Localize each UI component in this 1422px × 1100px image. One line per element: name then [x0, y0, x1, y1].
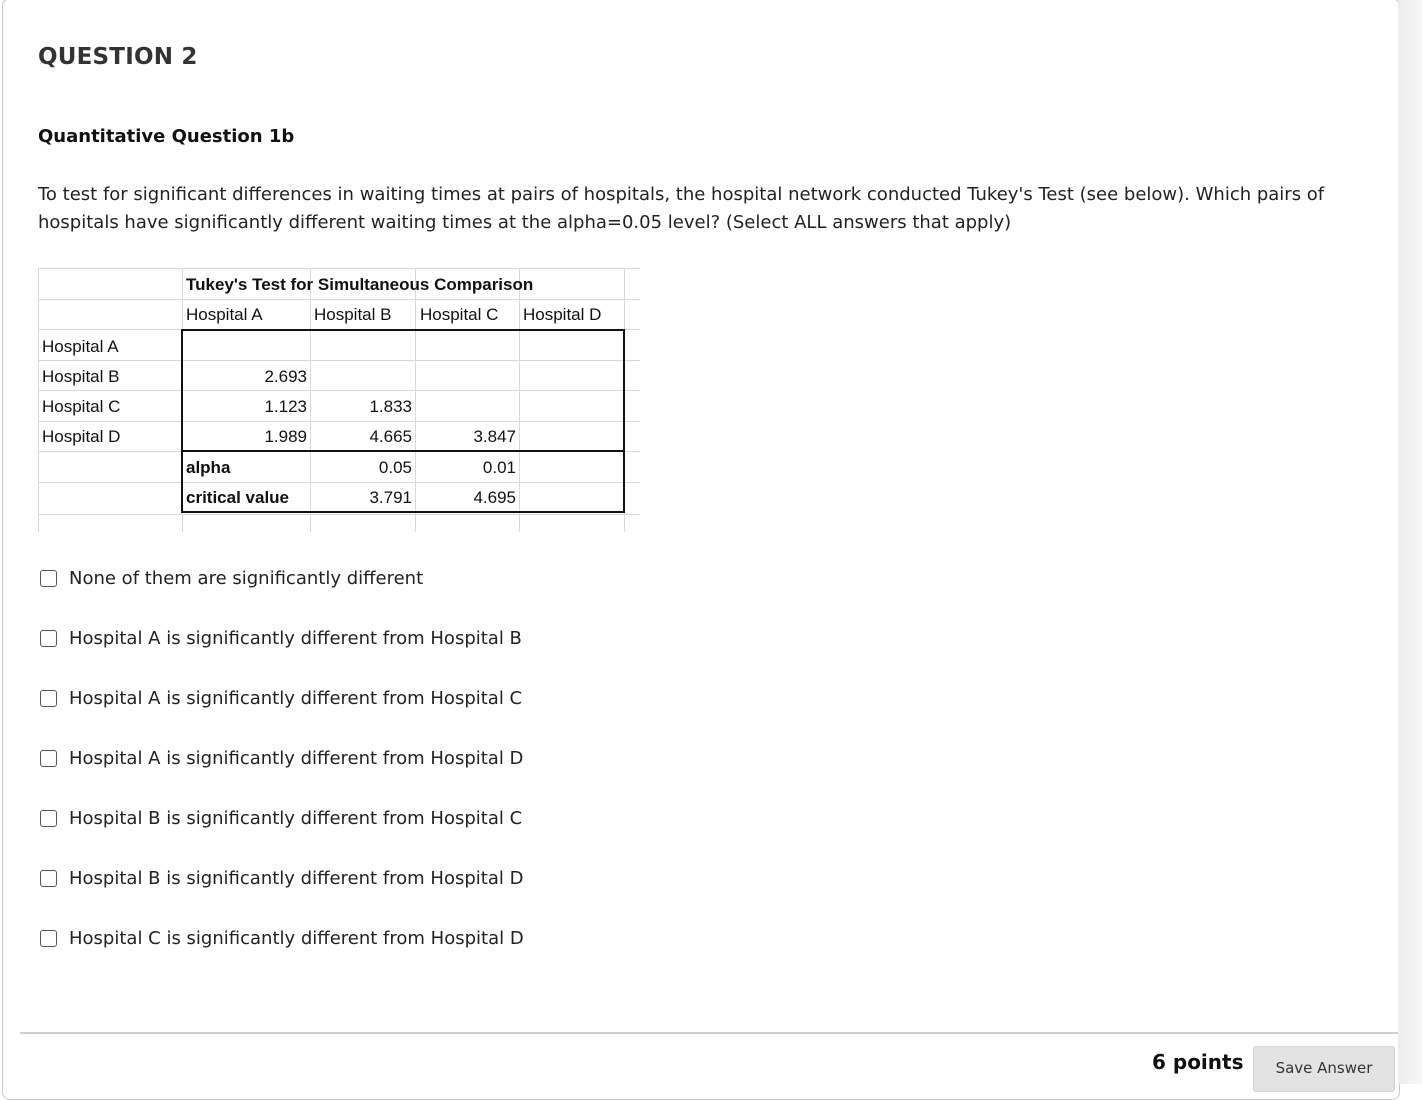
critical-value-label: critical value [186, 488, 290, 507]
option-none[interactable] [40, 560, 423, 596]
save-answer-button[interactable]: Save Answer [1253, 1046, 1395, 1092]
question-subtitle: Quantitative Question 1b [38, 126, 295, 147]
row-header-hospital-d: Hospital D [42, 427, 121, 446]
row-header-hospital-b: Hospital B [42, 367, 120, 386]
row-header-hospital-a: Hospital A [42, 337, 119, 356]
alpha-value-1: 0.05 [378, 458, 412, 477]
option-label: Hospital A is significantly different from Hospital D [69, 747, 524, 769]
scrollbar-gutter [1398, 0, 1422, 1084]
checkbox[interactable] [40, 750, 57, 767]
col-header-hospital-d: Hospital D [523, 305, 602, 324]
critical-value-2: 4.695 [473, 488, 516, 507]
cell-c-a: 1.123 [264, 397, 307, 416]
alpha-label: alpha [186, 458, 231, 477]
footer-divider [20, 1032, 1398, 1034]
col-header-hospital-a: Hospital A [186, 305, 263, 324]
checkbox[interactable] [40, 570, 57, 587]
option-label: Hospital C is significantly different from Hospital D [69, 927, 524, 949]
option-c-vs-d[interactable] [40, 920, 524, 956]
col-header-hospital-c: Hospital C [420, 305, 499, 324]
option-b-vs-d[interactable] [40, 860, 523, 896]
cell-c-b: 1.833 [369, 397, 412, 416]
option-label: Hospital B is significantly different from Hospital C [69, 807, 523, 829]
question-text: To test for significant differences in waiting times at pairs of hospitals, the hospital network conducted Tukey's Test (see below). Which pairs of hospitals have significantly different waiting times at the alpha=0.05 level? (Select ALL answers that apply) [38, 184, 1325, 233]
checkbox[interactable] [40, 810, 57, 827]
option-label: None of them are significantly different [69, 567, 424, 589]
option-label: Hospital A is significantly different from Hospital C [69, 687, 523, 709]
option-label: Hospital B is significantly different from Hospital D [69, 867, 524, 889]
tukey-table-image [38, 268, 640, 532]
cell-b-a: 2.693 [264, 367, 307, 386]
cell-d-a: 1.989 [264, 427, 307, 446]
option-a-vs-c[interactable] [40, 680, 522, 716]
question-heading: QUESTION 2 [38, 44, 198, 70]
table-title: Tukey's Test for Simultaneous Comparison [186, 275, 534, 294]
points-label: 6 points [1152, 1050, 1244, 1074]
col-header-hospital-b: Hospital B [314, 305, 392, 324]
checkbox[interactable] [40, 930, 57, 947]
checkbox[interactable] [40, 630, 57, 647]
option-label: Hospital A is significantly different from Hospital B [69, 627, 522, 649]
critical-value-1: 3.791 [369, 488, 412, 507]
checkbox[interactable] [40, 870, 57, 887]
row-header-hospital-c: Hospital C [42, 397, 121, 416]
option-a-vs-b[interactable] [40, 620, 522, 656]
cell-d-c: 3.847 [473, 427, 516, 446]
option-a-vs-d[interactable] [40, 740, 523, 776]
checkbox[interactable] [40, 690, 57, 707]
option-b-vs-c[interactable] [40, 800, 522, 836]
alpha-value-2: 0.01 [482, 458, 516, 477]
cell-d-b: 4.665 [369, 427, 412, 446]
